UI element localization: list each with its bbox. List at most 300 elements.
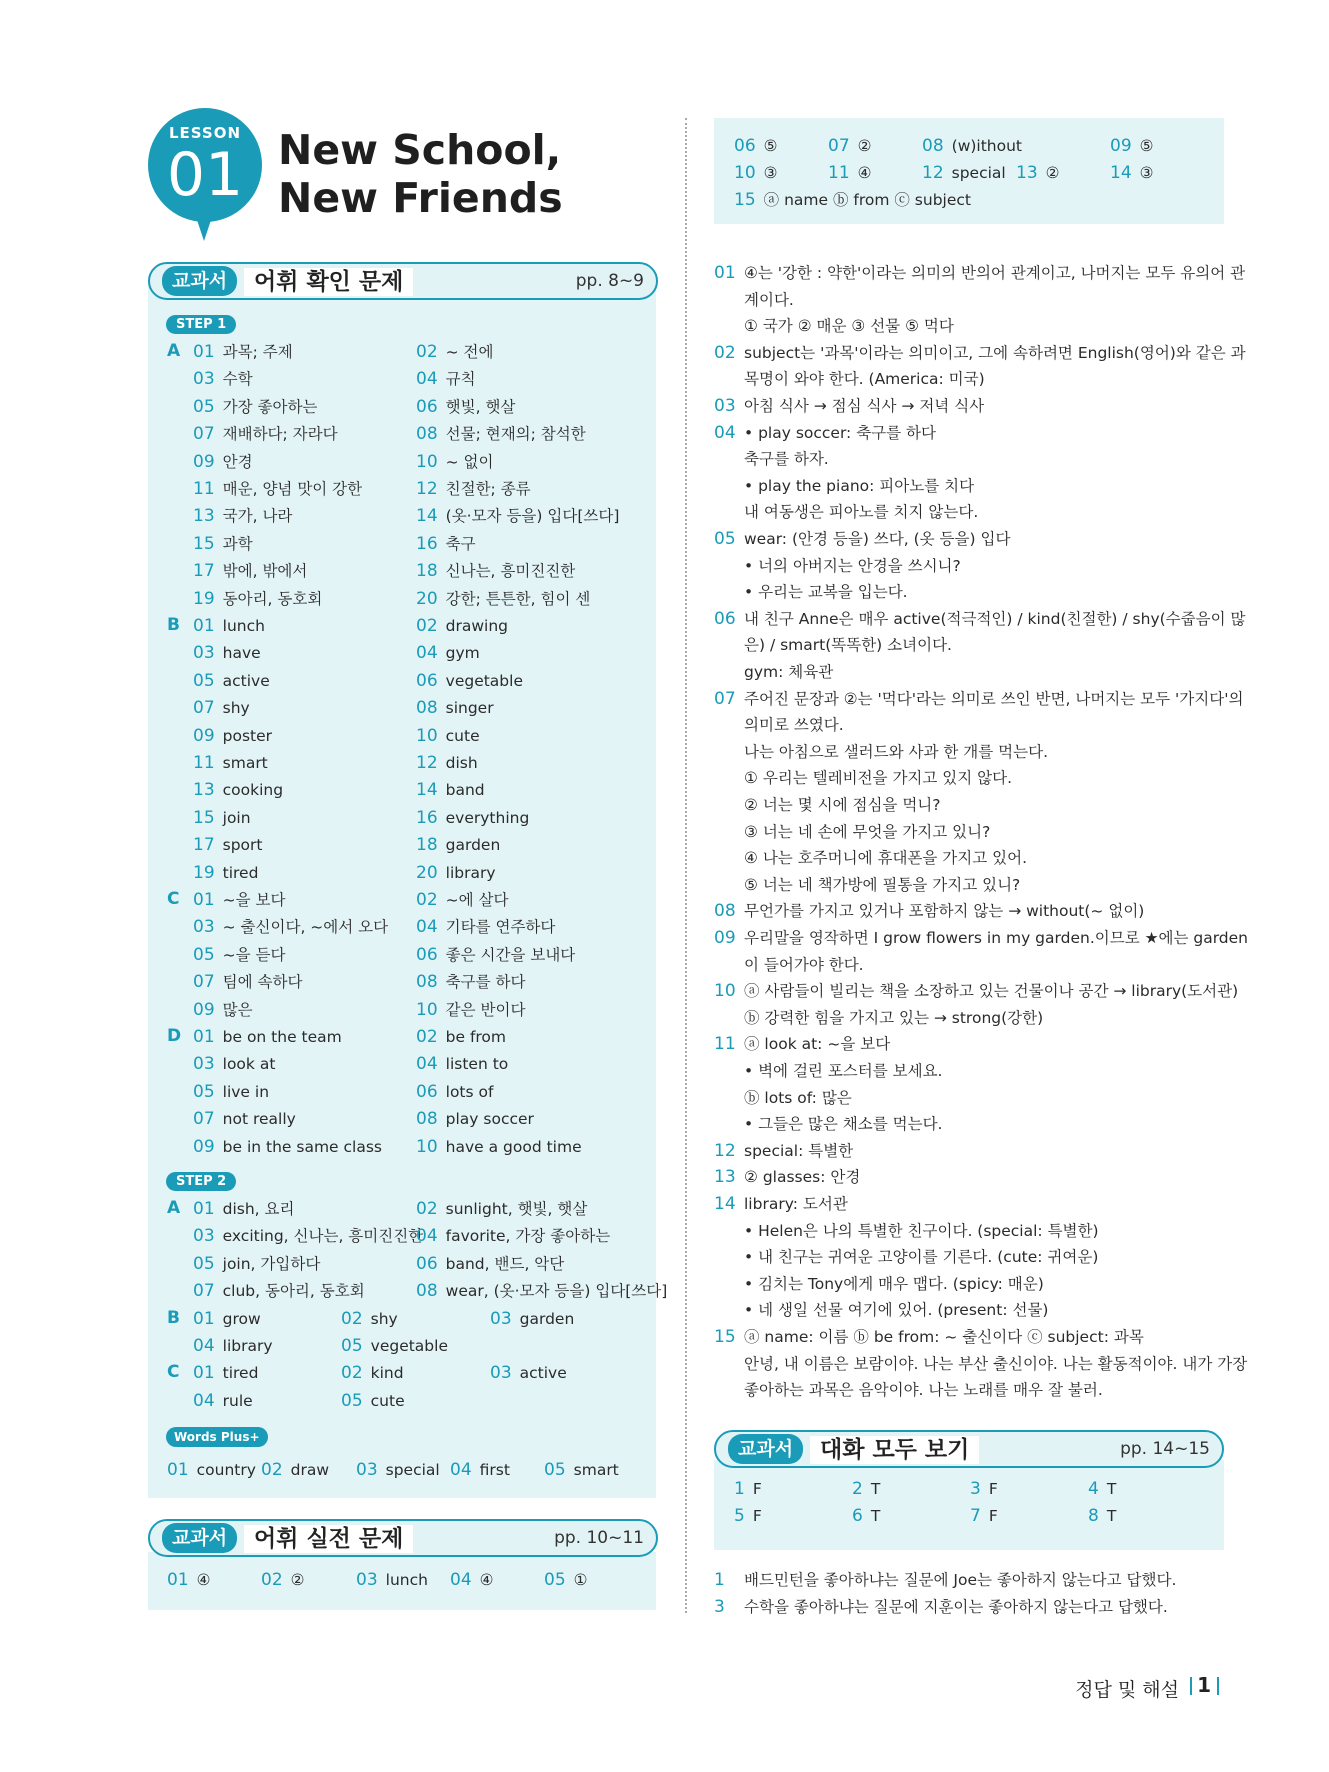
- group-label: B: [167, 1307, 180, 1328]
- answer-item: [1110, 162, 1154, 184]
- item-text: 축구: [445, 534, 476, 553]
- vocab-item: [193, 944, 285, 966]
- item-text: smart: [222, 754, 268, 772]
- explanation-line: [714, 1005, 1043, 1032]
- explanation-number: 12: [714, 1140, 736, 1161]
- explanation-text: • 그들은 많은 채소를 먹는다.: [744, 1115, 943, 1134]
- lesson-label: LESSON: [168, 124, 242, 142]
- item-number: 02: [261, 1460, 283, 1480]
- item-text: be on the team: [222, 1028, 342, 1046]
- item-text: everything: [445, 808, 530, 827]
- vocab-item: [416, 1081, 493, 1103]
- item-text: 좋은 시간을 보내다: [445, 945, 576, 964]
- textbook-tag: 교과서: [162, 1523, 237, 1553]
- item-text: special: [385, 1461, 440, 1479]
- item-number: 4: [1088, 1479, 1099, 1499]
- explanation-line: [714, 1377, 1103, 1404]
- item-text: draw: [290, 1461, 330, 1479]
- footer-label: 정답 및 해설: [1075, 1679, 1179, 1701]
- vocab-item: [416, 1026, 506, 1048]
- vocab-item: [193, 834, 263, 856]
- vocab-item: [416, 451, 494, 473]
- item-number: 04: [193, 1390, 215, 1411]
- item-text: active: [519, 1364, 567, 1383]
- item-number: 01: [193, 616, 215, 636]
- item-text: 과목; 주제: [222, 343, 293, 361]
- words-plus-item: [450, 1459, 510, 1481]
- item-text: dish, 요리: [222, 1200, 295, 1218]
- item-number: 04: [416, 1226, 438, 1247]
- item-number: 15: [193, 533, 215, 554]
- practice-item: [167, 1569, 211, 1591]
- practice-item: [544, 1569, 588, 1591]
- item-number: 04: [193, 1336, 215, 1356]
- item-text: ④: [857, 164, 872, 182]
- item-number: 15: [193, 807, 215, 828]
- item-text: ~ 없이: [445, 452, 494, 471]
- item-number: 07: [193, 972, 215, 993]
- item-number: 08: [922, 136, 944, 156]
- explanation-text: • play soccer: 축구를 하다: [744, 423, 936, 442]
- explanation-text: • Helen은 나의 특별한 친구이다. (special: 특별한): [744, 1221, 1099, 1240]
- answer-item: [734, 189, 971, 211]
- vocab-item: [416, 944, 575, 966]
- item-number: 14: [416, 780, 438, 801]
- vocab-item: [193, 642, 261, 664]
- explanation-text: ② 너는 몇 시에 점심을 먹니?: [744, 796, 941, 814]
- explanation-number: 01: [714, 263, 736, 283]
- explanation-number: 03: [714, 396, 736, 416]
- item-number: 10: [416, 1136, 438, 1157]
- page-ref: pp. 8~9: [575, 271, 644, 291]
- note-number: 1: [714, 1570, 725, 1590]
- item-text: drawing: [445, 617, 508, 635]
- explanation-line: [714, 287, 794, 314]
- dialogue-answer: [1088, 1478, 1116, 1500]
- item-number: 07: [828, 136, 850, 156]
- vocab-item: [193, 341, 293, 363]
- vocab-item: [193, 971, 302, 993]
- item-text: 동아리, 동호회: [222, 589, 323, 608]
- item-text: F: [752, 1507, 762, 1525]
- item-text: ③: [763, 164, 778, 182]
- vocab-item: [193, 807, 251, 829]
- explanation-line: [714, 872, 1020, 899]
- explanation-text: 우리말을 영작하면 I grow flowers in my garden.이므로 ★에는 garden: [744, 929, 1248, 947]
- vocab-item: [416, 615, 508, 637]
- explanation-text: ① 국가 ② 매운 ③ 선물 ⑤ 먹다: [744, 317, 954, 336]
- item-text: dish: [445, 754, 478, 772]
- item-number: 13: [193, 780, 215, 801]
- item-text: 축구를 하다: [445, 973, 526, 992]
- item-number: 05: [193, 1253, 215, 1274]
- item-text: not really: [222, 1110, 296, 1129]
- item-number: 05: [193, 396, 215, 417]
- explanation-line: [714, 1218, 1099, 1245]
- item-number: 02: [416, 890, 438, 910]
- vocab-item: [416, 396, 515, 418]
- explanation-text: ③ 너는 네 손에 무엇을 가지고 있니?: [744, 822, 991, 841]
- explanation-text: • 너의 아버지는 안경을 쓰시니?: [744, 556, 961, 575]
- explanation-line: [714, 366, 985, 393]
- explanation-text: • 김치는 Tony에게 매우 맵다. (spicy: 매운): [744, 1274, 1044, 1293]
- explanation-line: [714, 1138, 853, 1165]
- item-number: 2: [852, 1479, 863, 1499]
- explanation-text: wear: (안경 등을) 쓰다, (옷 등을) 입다: [744, 530, 1011, 548]
- explanation-line: [714, 499, 978, 526]
- item-text: cute: [370, 1391, 405, 1410]
- item-number: 03: [193, 369, 215, 390]
- explanation-number: 05: [714, 529, 736, 549]
- group-label: A: [167, 1198, 181, 1218]
- explanation-line: [714, 712, 844, 739]
- item-number: 01: [193, 1199, 215, 1219]
- item-number: 5: [734, 1506, 745, 1526]
- explanation-line: [714, 659, 833, 686]
- item-text: shy: [222, 699, 250, 718]
- item-number: 10: [416, 725, 438, 746]
- item-number: 03: [193, 1054, 215, 1075]
- vocab-item: [416, 368, 476, 390]
- vocab-item: [193, 451, 253, 473]
- item-number: 19: [193, 862, 215, 883]
- item-text: active: [222, 671, 270, 690]
- explanation-number: 15: [714, 1327, 736, 1347]
- explanation-line: [714, 579, 908, 606]
- item-number: 08: [416, 1109, 438, 1130]
- explanation-number: 07: [714, 688, 736, 709]
- vocab-item: [416, 889, 508, 911]
- explanation-number: 09: [714, 928, 736, 948]
- group-label: D: [167, 1026, 182, 1046]
- vocab-item: [416, 1198, 587, 1220]
- vocab-item: [193, 1108, 296, 1130]
- footer-divider: [1217, 1677, 1219, 1695]
- item-number: 11: [828, 163, 850, 183]
- vocab-item: [193, 560, 307, 582]
- explanation-line: [714, 1164, 860, 1191]
- dialogue-answer: [734, 1505, 762, 1527]
- item-number: 04: [450, 1460, 472, 1480]
- item-text: tired: [222, 1364, 259, 1383]
- practice-item: [356, 1569, 428, 1591]
- note-text: 배드민턴을 좋아하냐는 질문에 Joe는 좋아하지 않는다고 답했다.: [744, 1571, 1177, 1589]
- explanation-text: 의미로 쓰였다.: [744, 716, 844, 735]
- vocab-item: [193, 505, 292, 527]
- item-text: gym: [445, 644, 480, 663]
- vocab-item: [416, 505, 619, 527]
- explanation-text: • 네 생일 선물 여기에 있어. (present: 선물): [744, 1301, 1049, 1320]
- group-label: B: [167, 615, 180, 635]
- explanation-line: [714, 1244, 1098, 1271]
- item-number: 1: [734, 1479, 745, 1499]
- item-text: F: [752, 1480, 762, 1498]
- explanation-line: [714, 819, 990, 846]
- explanation-line: [714, 898, 1144, 925]
- explanation-line: [714, 1058, 942, 1085]
- vocab-item: [341, 1390, 405, 1412]
- item-number: 13: [193, 506, 215, 527]
- item-text: band, 밴드, 악단: [445, 1254, 565, 1273]
- vocab-item: [416, 1253, 564, 1275]
- item-number: 09: [193, 725, 215, 746]
- item-number: 05: [544, 1570, 566, 1590]
- item-number: 02: [341, 1363, 363, 1384]
- vocab-item: [193, 862, 258, 884]
- answer-item: [922, 135, 1022, 157]
- vocab-item: [416, 725, 480, 747]
- item-number: 02: [416, 616, 438, 636]
- vocab-item: [193, 588, 322, 610]
- item-text: T: [870, 1480, 881, 1498]
- item-number: 16: [416, 533, 438, 554]
- explanation-text: gym: 체육관: [744, 663, 834, 681]
- item-text: 규칙: [445, 370, 476, 389]
- item-text: vegetable: [445, 671, 523, 690]
- item-text: 많은: [222, 1000, 253, 1019]
- item-text: lunch: [385, 1571, 428, 1589]
- item-number: 09: [1110, 136, 1132, 156]
- vocab-item: [416, 560, 575, 582]
- words-plus-item: [544, 1459, 619, 1481]
- explanation-line: [714, 1031, 890, 1058]
- item-number: 10: [416, 451, 438, 472]
- vocab-item: [193, 779, 283, 801]
- item-text: grow: [222, 1309, 261, 1328]
- item-number: 09: [193, 999, 215, 1020]
- item-number: 08: [416, 698, 438, 719]
- item-text: cute: [445, 726, 480, 745]
- item-text: play soccer: [445, 1110, 534, 1129]
- vocab-item: [416, 697, 494, 719]
- dialogue-header: [714, 1430, 1224, 1468]
- explanation-line: [714, 952, 864, 979]
- explanation-number: 08: [714, 901, 736, 922]
- explanation-line: [714, 1324, 1144, 1351]
- item-number: 08: [416, 972, 438, 993]
- explanation-text: • 우리는 교복을 입는다.: [744, 583, 908, 602]
- vocab-item: [490, 1362, 567, 1384]
- explanation-text: 안녕, 내 이름은 보람이야. 나는 부산 출신이야. 나는 활동적이야. 내가 가장: [744, 1354, 1248, 1373]
- dialogue-answer: [852, 1505, 880, 1527]
- item-text: T: [1106, 1480, 1117, 1498]
- item-text: have a good time: [445, 1137, 582, 1156]
- item-text: favorite, 가장 좋아하는: [445, 1227, 611, 1246]
- item-text: be in the same class: [222, 1137, 382, 1156]
- vocab-practice-header: [148, 1519, 658, 1557]
- item-number: 17: [193, 561, 215, 582]
- item-number: 04: [416, 917, 438, 938]
- vocab-item: [193, 1280, 365, 1302]
- item-number: 19: [193, 588, 215, 609]
- item-number: 03: [490, 1363, 512, 1384]
- vocab-item: [193, 396, 317, 418]
- vocab-item: [193, 999, 253, 1021]
- item-number: 05: [193, 670, 215, 691]
- vocab-item: [193, 1136, 382, 1158]
- item-number: 7: [970, 1506, 981, 1526]
- item-text: listen to: [445, 1055, 509, 1074]
- vocab-item: [416, 971, 525, 993]
- explanation-text: 축구를 하자.: [744, 450, 829, 469]
- words-plus-item: [356, 1459, 440, 1481]
- vocab-item: [416, 1053, 508, 1075]
- explanation-text: 아침 식사 → 점심 식사 → 저녁 식사: [744, 397, 985, 415]
- item-text: library: [222, 1337, 273, 1355]
- item-text: ②: [290, 1571, 305, 1589]
- item-text: ~을 보다: [222, 891, 286, 909]
- item-text: garden: [519, 1309, 575, 1328]
- page-ref: pp. 14~15: [1120, 1439, 1210, 1459]
- item-text: look at: [222, 1055, 276, 1074]
- item-number: 11: [193, 479, 215, 499]
- item-text: 팀에 속하다: [222, 973, 303, 992]
- explanation-number: 14: [714, 1194, 736, 1214]
- explanation-text: ② glasses: 안경: [744, 1168, 861, 1187]
- explanation-text: ⓑ lots of: 많은: [744, 1088, 852, 1107]
- group-label: A: [167, 341, 181, 361]
- vocab-item: [490, 1308, 574, 1330]
- dialogue-note: [714, 1567, 1176, 1594]
- explanation-line: [714, 1271, 1044, 1298]
- explanation-text: ④는 '강한 : 약한'이라는 의미의 반의어 관계이고, 나머지는 모두 유의어 관: [744, 264, 1246, 282]
- item-text: ④: [196, 1571, 211, 1589]
- textbook-tag: 교과서: [728, 1434, 803, 1464]
- practice-item: [450, 1569, 494, 1591]
- column-divider: [685, 118, 687, 1613]
- explanation-line: [714, 739, 1048, 766]
- item-text: ~ 출신이다, ~에서 오다: [222, 918, 389, 937]
- vocab-item: [416, 779, 485, 801]
- item-number: 06: [734, 136, 756, 156]
- item-number: 07: [193, 1281, 215, 1302]
- item-text: ②: [857, 137, 872, 155]
- item-number: 05: [193, 1081, 215, 1102]
- words-plus-badge: Words Plus+: [166, 1427, 268, 1447]
- vocab-item: [193, 1335, 273, 1357]
- vocab-item: [416, 642, 480, 664]
- item-text: shy: [370, 1309, 398, 1328]
- vocab-item: [416, 916, 555, 938]
- vocab-item: [193, 1225, 423, 1247]
- explanation-text: ① 우리는 텔레비전을 가지고 있지 않다.: [744, 769, 1013, 788]
- item-text: country: [196, 1461, 256, 1479]
- dialogue-answer: [1088, 1505, 1116, 1527]
- item-number: 01: [167, 1570, 189, 1590]
- item-number: 06: [416, 1081, 438, 1102]
- item-text: 가장 좋아하는: [222, 397, 318, 416]
- item-text: tired: [222, 863, 259, 882]
- dialogue-answer: [734, 1478, 762, 1500]
- item-number: 20: [416, 862, 438, 883]
- vocab-item: [416, 1136, 582, 1158]
- item-text: ④: [479, 1571, 494, 1589]
- explanation-number: 06: [714, 608, 736, 629]
- vocab-item: [416, 807, 529, 829]
- vocab-item: [193, 752, 268, 774]
- answer-item: [734, 135, 778, 157]
- item-text: 안경: [222, 452, 253, 471]
- item-text: ⓐ name ⓑ from ⓒ subject: [763, 191, 971, 209]
- item-text: 밖에, 밖에서: [222, 562, 308, 581]
- vocab-item: [193, 533, 253, 555]
- item-text: library: [445, 863, 496, 882]
- item-text: sport: [222, 836, 263, 855]
- explanation-line: [714, 553, 961, 580]
- item-number: 10: [416, 999, 438, 1020]
- item-number: 02: [341, 1308, 363, 1329]
- explanation-text: 목명이 와야 한다. (America: 미국): [744, 370, 985, 389]
- section-title: 대화 모두 보기: [810, 1436, 979, 1464]
- item-text: ~ 전에: [445, 343, 494, 361]
- answer-item: [1016, 162, 1060, 184]
- explanation-number: 02: [714, 342, 736, 363]
- item-number: 13: [1016, 163, 1038, 183]
- explanation-text: • 내 친구는 귀여운 고양이를 기른다. (cute: 귀여운): [744, 1248, 1099, 1267]
- explanation-text: 좋아하는 과목은 음악이야. 나는 노래를 매우 잘 불러.: [744, 1381, 1103, 1400]
- footer-divider: [1190, 1677, 1192, 1695]
- item-text: poster: [222, 726, 273, 745]
- words-plus-item: [261, 1459, 329, 1481]
- vocab-item: [193, 368, 253, 390]
- item-number: 08: [416, 1281, 438, 1302]
- item-text: 수학: [222, 370, 253, 389]
- item-text: band: [445, 781, 485, 800]
- item-text: T: [1106, 1507, 1117, 1525]
- explanation-text: ⓑ 강력한 힘을 가지고 있는 → strong(강한): [744, 1008, 1044, 1027]
- dialogue-answer: [852, 1478, 880, 1500]
- item-number: 03: [193, 643, 215, 664]
- item-text: lunch: [222, 617, 265, 635]
- explanation-text: subject는 '과목'이라는 의미이고, 그에 속하려면 English(영어)와 같은 과: [744, 343, 1246, 362]
- item-number: 09: [193, 1136, 215, 1157]
- item-number: 06: [416, 670, 438, 691]
- item-text: exciting, 신나는, 흥미진진한: [222, 1227, 424, 1246]
- item-number: 04: [450, 1570, 472, 1590]
- item-number: 18: [416, 835, 438, 856]
- item-text: ⑤: [1139, 137, 1154, 155]
- words-plus-item: [167, 1459, 256, 1481]
- dialogue-answer: [970, 1505, 998, 1527]
- explanation-line: [714, 313, 954, 340]
- item-text: ③: [1139, 164, 1154, 182]
- vocab-item: [416, 1108, 534, 1130]
- item-number: 07: [193, 424, 215, 445]
- explanation-line: [714, 526, 1010, 553]
- explanation-line: [714, 393, 984, 420]
- vocab-check-header: [148, 262, 658, 300]
- vocab-item: [193, 889, 285, 911]
- item-text: 국가, 나라: [222, 507, 293, 526]
- explanation-line: [714, 845, 1027, 872]
- explanation-text: 내 친구 Anne은 매우 active(적극적인) / kind(친절한) / shy(수줍음이 많: [744, 609, 1246, 628]
- item-number: 14: [416, 506, 438, 527]
- dialogue-answer: [970, 1478, 998, 1500]
- item-number: 06: [416, 944, 438, 965]
- item-number: 01: [193, 890, 215, 910]
- textbook-tag: 교과서: [162, 266, 237, 296]
- explanation-line: [714, 1351, 1247, 1378]
- item-text: 매운, 양념 맛이 강한: [222, 480, 363, 498]
- item-number: 01: [193, 1027, 215, 1047]
- vocab-item: [193, 1026, 342, 1048]
- vocab-item: [193, 615, 265, 637]
- explanation-number: 10: [714, 981, 736, 1002]
- item-number: 07: [193, 1109, 215, 1130]
- item-number: 12: [922, 163, 944, 183]
- item-text: F: [988, 1480, 998, 1498]
- item-number: 05: [341, 1390, 363, 1411]
